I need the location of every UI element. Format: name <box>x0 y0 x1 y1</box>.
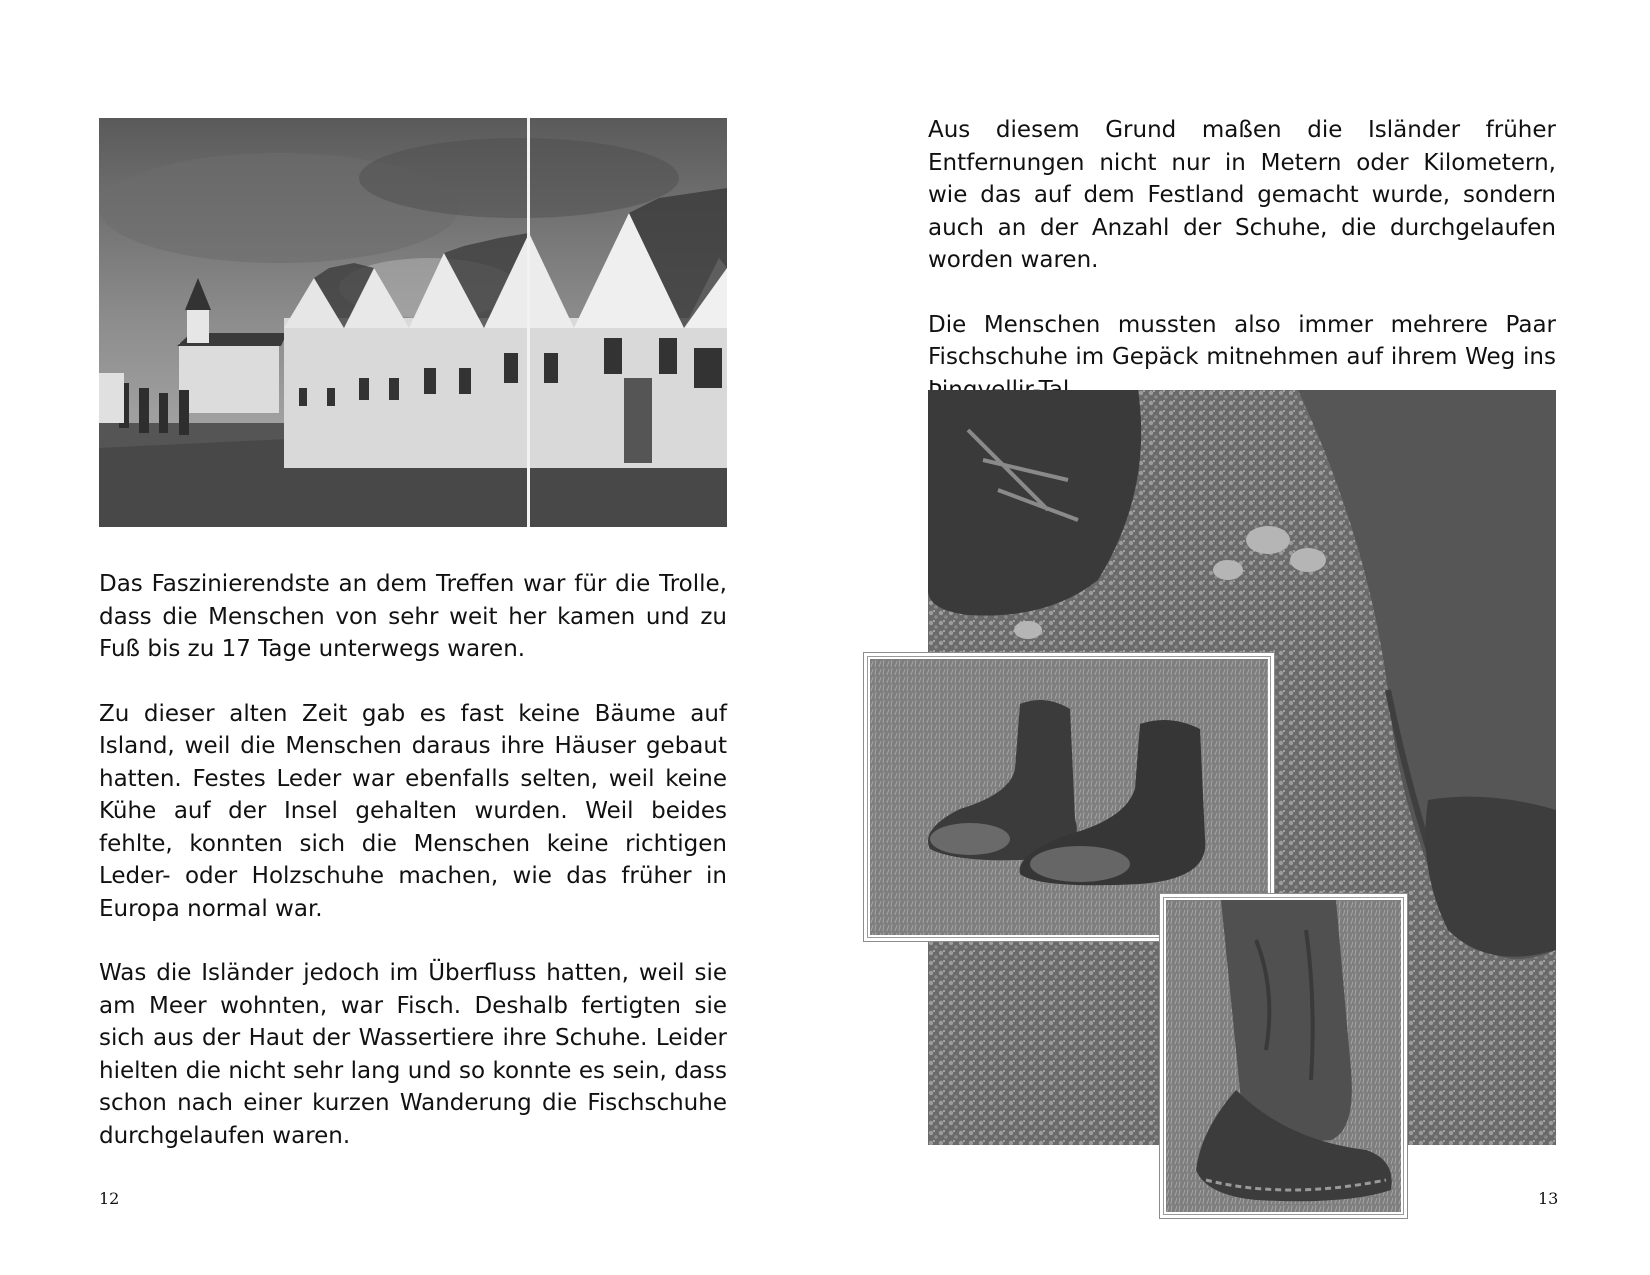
paragraph-2: Die Menschen mussten also immer mehrere Paar Fischschuhe im Gepäck mitnehmen auf ihrem Weg ins <box>928 311 1556 370</box>
paragraph-2: Zu dieser alten Zeit gab es fast keine Bäume auf Island, weil die Menschen daraus ihre Häuser gebaut hatten. Festes Leder war ebenfalls selten, weil keine Kühe auf der Insel gehalten wurden. Weil beides fehlte, konnten sich die Menschen keine richtigen Leder- oder Holzschuhe machen, wie das früher in Europa normal war. <box>99 700 727 922</box>
hiking-boots-photo <box>868 657 1270 937</box>
page-number-right: 13 <box>1538 1189 1559 1208</box>
paragraph-1: Das Faszinierendste an dem Treffen war für die Trolle, dass die Menschen von sehr weit her kamen und zu Fuß bis zu 17 Tage unterwegs waren. <box>99 571 727 662</box>
right-page <box>825 0 1650 1275</box>
paragraph-1: Aus diesem Grund maßen die Isländer früher Entfernungen nicht nur in Metern oder Kilometern, wie das auf dem Festland gemacht wurde, sondern auch an der Anzahl der Schuhe, die durchgelaufen worden waren. <box>928 117 1556 273</box>
right-text <box>928 114 1556 406</box>
page-number-left: 12 <box>99 1189 120 1208</box>
left-text <box>99 568 727 1152</box>
fish-shoe-photo <box>1164 898 1403 1214</box>
paragraph-3: Was die Isländer jedoch im Überfluss hatten, weil sie am Meer wohnten, war Fisch. Deshalb fertigten sie sich aus der Haut der Wassertiere ihre Schuhe. Leider hielten die nicht sehr lang und so konnte es sein, dass schon nach einer kurzen Wanderung die Fischschuhe durchgelaufen waren. <box>99 960 727 1149</box>
houses-photo <box>99 118 727 527</box>
